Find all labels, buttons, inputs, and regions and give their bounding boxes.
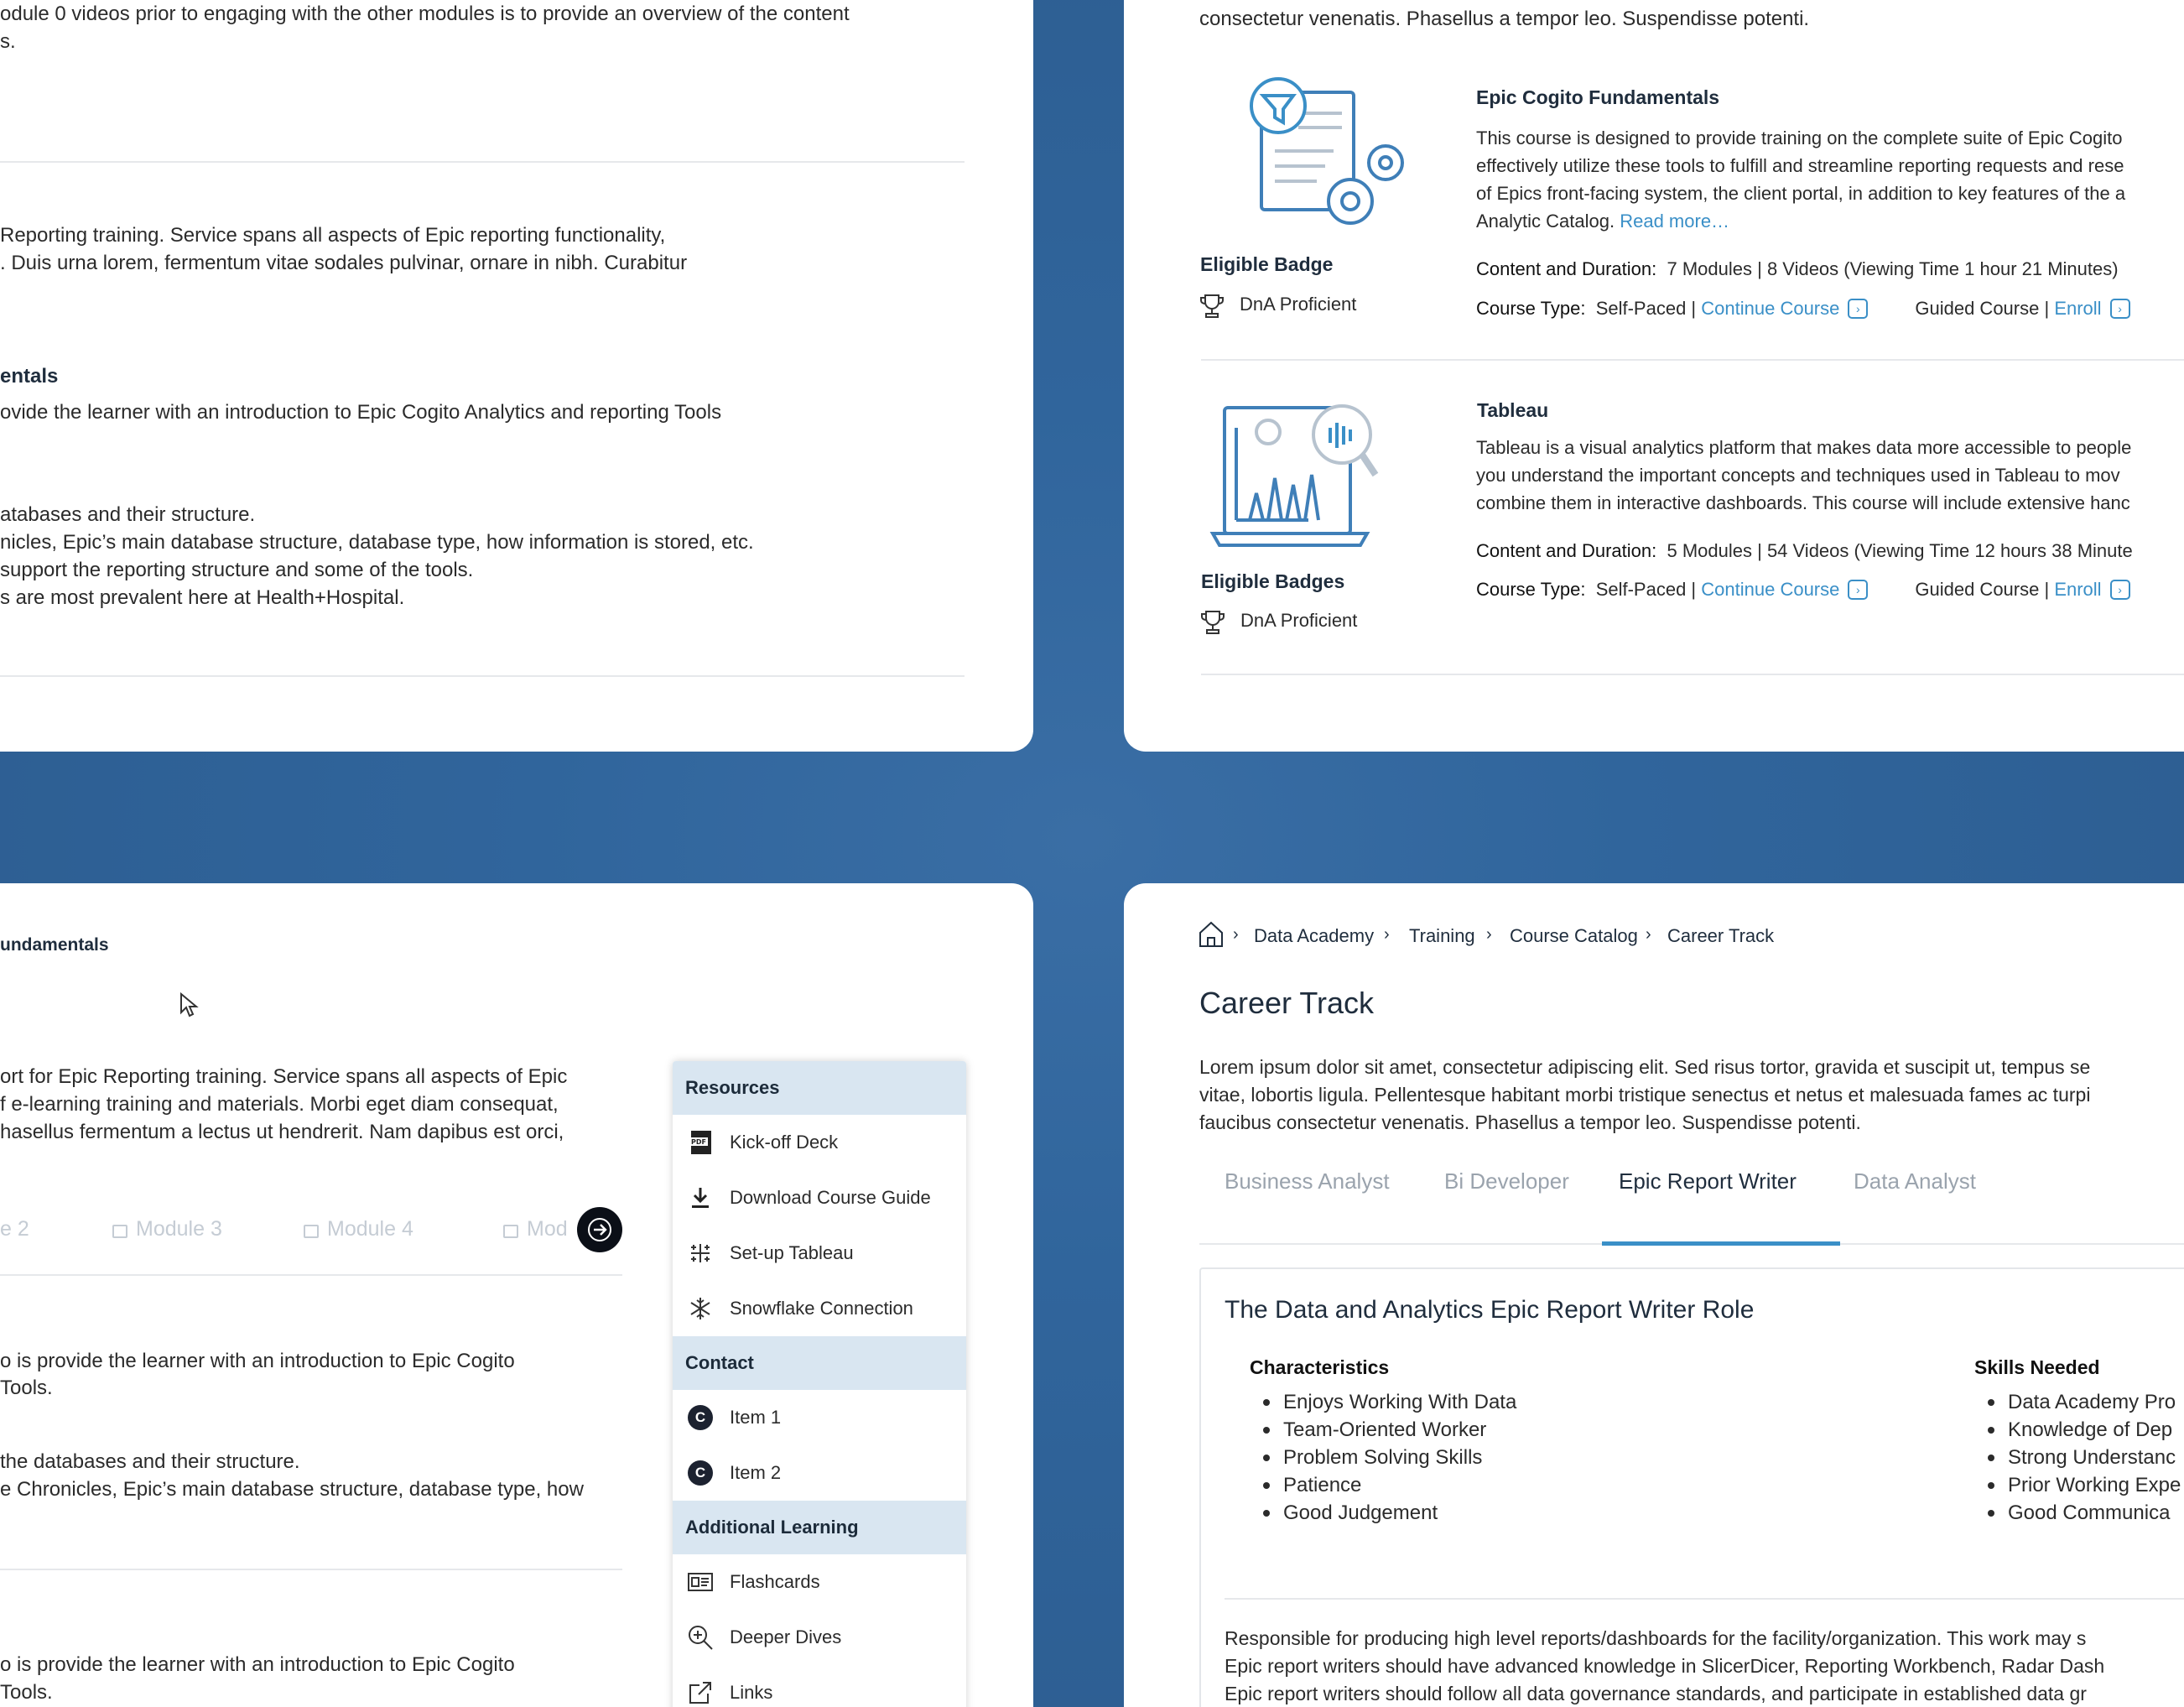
resource-item-setup-tableau[interactable]: [673, 1226, 966, 1281]
continue-course-link[interactable]: Continue Course: [1701, 298, 1840, 319]
trophy-icon: [1201, 610, 1225, 635]
breadcrumb-training[interactable]: Training: [1409, 925, 1475, 946]
divider: [0, 1569, 622, 1570]
divider: [1201, 674, 2184, 675]
resources-heading: Resources: [673, 1061, 966, 1115]
module-tab-locked[interactable]: [304, 1217, 413, 1241]
characteristics-list: [1251, 1388, 1516, 1527]
resource-label: Kick-off Deck: [730, 1132, 839, 1153]
breadcrumb-course-catalog[interactable]: Course Catalog: [1510, 925, 1638, 946]
contact-label: Item 2: [730, 1462, 782, 1483]
course-detail-panel-top: [0, 0, 1033, 752]
external-link-icon: [686, 1678, 715, 1707]
flashcards-icon: [686, 1568, 715, 1596]
course-description: f e-learning training and materials. Morbi eget diam consequat,: [0, 1093, 559, 1116]
contact-label: Item 1: [730, 1407, 782, 1428]
learning-label: Deeper Dives: [730, 1626, 842, 1647]
divider: [1201, 359, 2184, 361]
module-description: Tools.: [0, 1377, 53, 1399]
contact-heading: Contact: [673, 1336, 966, 1390]
course-catalog-panel: [1124, 0, 2184, 752]
description-text: . Duis urna lorem, fermentum vitae sodales pulvinar, ornare in nibh. Curabitur: [0, 252, 688, 274]
module-bullet: support the reporting structure and some of the tools.: [0, 559, 474, 581]
tab-bi-developer[interactable]: Bi Developer: [1444, 1168, 1569, 1194]
list-item: Prior Working Expe: [1976, 1471, 2181, 1499]
divider: [0, 161, 965, 163]
course-description: combine them in interactive dashboards. This course will include extensive hanc: [1476, 492, 2130, 513]
learning-item-flashcards[interactable]: [673, 1554, 966, 1610]
resource-item-snowflake-connection[interactable]: [673, 1281, 966, 1336]
list-item: Good Judgement: [1251, 1499, 1516, 1527]
skills-list: [1976, 1388, 2181, 1527]
course-description: hasellus fermentum a lectus ut hendrerit. Nam dapibus est orci,: [0, 1121, 564, 1143]
home-icon[interactable]: [1198, 920, 1225, 949]
content-duration-label: Content and Duration:: [1476, 540, 1657, 561]
intro-text: Lorem ipsum dolor sit amet, consectetur adipiscing elit. Sed risus tortor, gravida et suscipit ut, tempus se: [1199, 1056, 2091, 1078]
list-item: Knowledge of Dep: [1976, 1416, 2181, 1444]
course-title: undamentals: [0, 935, 109, 955]
module-tab[interactable]: e 2: [0, 1217, 29, 1241]
zoom-in-icon: [686, 1623, 715, 1652]
contact-item[interactable]: [673, 1445, 966, 1501]
enroll-link[interactable]: Enroll: [2054, 298, 2102, 319]
list-item: Enjoys Working With Data: [1251, 1388, 1516, 1416]
additional-learning-heading: Additional Learning: [673, 1501, 966, 1554]
breadcrumb-data-academy[interactable]: Data Academy: [1254, 925, 1375, 946]
module-description: ovide the learner with an introduction to Epic Cogito Analytics and reporting Tools: [0, 401, 722, 424]
self-paced-label: Self-Paced |: [1595, 298, 1697, 319]
module-description: o is provide the learner with an introduction to Epic Cogito: [0, 1653, 515, 1676]
badge-name: DnA Proficient: [1240, 294, 1357, 315]
content-duration-label: Content and Duration:: [1476, 258, 1657, 279]
content-duration-value: 7 Modules | 8 Videos (Viewing Time 1 hour 21 Minutes): [1667, 258, 2119, 279]
chevron-right-circle-icon[interactable]: ›: [1848, 299, 1868, 319]
pdf-icon: [686, 1128, 715, 1157]
course-description: effectively utilize these tools to fulfill and streamline reporting requests and rese: [1476, 155, 2124, 176]
career-track-tabs: [1199, 1168, 2184, 1219]
chevron-right-icon: ›: [1486, 925, 1492, 944]
description-text: Reporting training. Service spans all aspects of Epic reporting functionality,: [0, 224, 666, 247]
course-description: Tableau is a visual analytics platform that makes data more accessible to people: [1476, 437, 2132, 458]
resource-label: Set-up Tableau: [730, 1242, 854, 1263]
read-more-link[interactable]: Read more…: [1620, 211, 1730, 232]
tab-data-analyst[interactable]: Data Analyst: [1854, 1168, 1976, 1194]
role-summary: Responsible for producing high level reports/dashboards for the facility/organization. This work may s: [1225, 1627, 2087, 1649]
self-paced-label: Self-Paced |: [1595, 579, 1697, 600]
resource-label: Snowflake Connection: [730, 1298, 913, 1319]
course-title[interactable]: Tableau: [1477, 399, 1549, 421]
list-item: Strong Understanc: [1976, 1444, 2181, 1471]
role-summary: Epic report writers should have advanced knowledge in SlicerDicer, Reporting Workbench, Radar Dash: [1225, 1655, 2105, 1677]
learning-label: Flashcards: [730, 1571, 820, 1592]
course-description: you understand the important concepts and techniques used in Tableau to mov: [1476, 465, 2120, 486]
course-description: Analytic Catalog.: [1476, 211, 1615, 232]
analytics-laptop-illustration-icon: [1208, 394, 1384, 554]
divider: [0, 1274, 622, 1276]
tableau-icon: [686, 1239, 715, 1267]
eligible-badges-heading: Eligible Badges: [1201, 570, 1345, 592]
page-title: Career Track: [1199, 986, 1375, 1020]
intro-text: consectetur venenatis. Phasellus a tempor leo. Suspendisse potenti.: [1199, 8, 1810, 30]
guided-course-label: Guided Course |: [1915, 579, 2050, 600]
trophy-icon: [1200, 294, 1224, 319]
module-description: Tools.: [0, 1681, 53, 1704]
arrow-right-icon: [587, 1217, 612, 1242]
list-item: Data Academy Pro: [1976, 1388, 2181, 1416]
tab-epic-report-writer[interactable]: Epic Report Writer: [1619, 1168, 1797, 1194]
active-tab-indicator: [1602, 1241, 1840, 1246]
contact-avatar: C: [688, 1460, 713, 1486]
intro-text: odule 0 videos prior to engaging with the other modules is to provide an overview of the content: [0, 3, 850, 25]
chevron-right-circle-icon[interactable]: ›: [1848, 580, 1868, 600]
enroll-link[interactable]: Enroll: [2054, 579, 2102, 600]
next-module-button[interactable]: [577, 1207, 622, 1252]
chevron-right-icon: ›: [1384, 925, 1390, 944]
contact-item[interactable]: [673, 1390, 966, 1445]
module-tab-locked[interactable]: [503, 1217, 568, 1241]
role-summary: Epic report writers should follow all data governance standards, and participate in established data gr: [1225, 1683, 2087, 1704]
learning-item-links[interactable]: [673, 1665, 966, 1707]
list-item: Problem Solving Skills: [1251, 1444, 1516, 1471]
module-bullet: atabases and their structure.: [0, 503, 256, 526]
divider: [1225, 1598, 2184, 1600]
resource-label: Download Course Guide: [730, 1187, 931, 1208]
list-item: Patience: [1251, 1471, 1516, 1499]
course-description: This course is designed to provide training on the complete suite of Epic Cogito: [1476, 128, 2123, 148]
course-description: of Epics front-facing system, the client portal, in addition to key features of the a: [1476, 183, 2126, 204]
module-bullet: e Chronicles, Epic’s main database structure, database type, how: [0, 1478, 584, 1501]
course-type-label: Course Type:: [1476, 579, 1586, 600]
badge-name: DnA Proficient: [1240, 610, 1358, 631]
contact-avatar: C: [688, 1405, 713, 1430]
course-modules-panel: [0, 883, 1033, 1707]
report-gears-illustration-icon: [1250, 75, 1409, 235]
resources-sidebar: [673, 1061, 966, 1707]
skills-heading: Skills Needed: [1974, 1356, 2100, 1378]
intro-text: vitae, lobortis ligula. Pellentesque habitant morbi tristique senectus et netus et malesuada fames ac turpi: [1199, 1084, 2091, 1106]
chevron-right-icon: ›: [1646, 925, 1651, 944]
content-duration-value: 5 Modules | 54 Videos (Viewing Time 12 hours 38 Minute: [1667, 540, 2133, 561]
breadcrumb-career-track: Career Track: [1667, 925, 1775, 946]
module-bullet: the databases and their structure.: [0, 1450, 300, 1473]
module-title: entals: [0, 365, 59, 388]
lock-icon: [304, 1225, 319, 1238]
chevron-right-circle-icon[interactable]: ›: [2110, 580, 2130, 600]
resource-item-kickoff-deck[interactable]: [673, 1115, 966, 1170]
role-title: The Data and Analytics Epic Report Writer Role: [1225, 1296, 1755, 1324]
course-description: ort for Epic Reporting training. Service spans all aspects of Epic: [0, 1065, 568, 1088]
course-type-label: Course Type:: [1476, 298, 1586, 319]
list-item: Good Communica: [1976, 1499, 2181, 1527]
module-description: o is provide the learner with an introduction to Epic Cogito: [0, 1350, 515, 1372]
career-track-panel: [1124, 883, 2184, 1707]
course-title[interactable]: Epic Cogito Fundamentals: [1476, 86, 1720, 108]
eligible-badge-heading: Eligible Badge: [1200, 253, 1334, 275]
learning-item-deeper-dives[interactable]: [673, 1610, 966, 1665]
snowflake-icon: [686, 1294, 715, 1323]
module-bullet: nicles, Epic’s main database structure, database type, how information is stored, etc.: [0, 531, 754, 554]
svg-text:PDF: PDF: [691, 1138, 706, 1146]
chevron-right-circle-icon[interactable]: ›: [2110, 299, 2130, 319]
characteristics-heading: Characteristics: [1250, 1356, 1390, 1378]
download-icon: [686, 1184, 715, 1212]
module-tab-label: Module 4: [327, 1217, 413, 1241]
module-tab-label: Module 3: [136, 1217, 222, 1241]
module-tab-locked[interactable]: [112, 1217, 222, 1241]
lock-icon: [112, 1225, 127, 1238]
resource-item-download-course-guide[interactable]: [673, 1170, 966, 1226]
lock-icon: [503, 1225, 518, 1238]
chevron-right-icon: ›: [1233, 925, 1239, 944]
continue-course-link[interactable]: Continue Course: [1701, 579, 1840, 600]
divider: [0, 675, 965, 677]
mouse-cursor-icon: [179, 992, 201, 1019]
module-tab-label: Mod: [527, 1217, 568, 1241]
module-bullet: s are most prevalent here at Health+Hospital.: [0, 586, 405, 609]
list-item: Team-Oriented Worker: [1251, 1416, 1516, 1444]
tab-business-analyst[interactable]: Business Analyst: [1225, 1168, 1390, 1194]
role-card: [1199, 1267, 2184, 1707]
guided-course-label: Guided Course |: [1915, 298, 2050, 319]
intro-text: s.: [0, 30, 16, 53]
intro-text: faucibus consectetur venenatis. Phasellus a tempor leo. Suspendisse potenti.: [1199, 1111, 1861, 1133]
learning-label: Links: [730, 1682, 773, 1703]
